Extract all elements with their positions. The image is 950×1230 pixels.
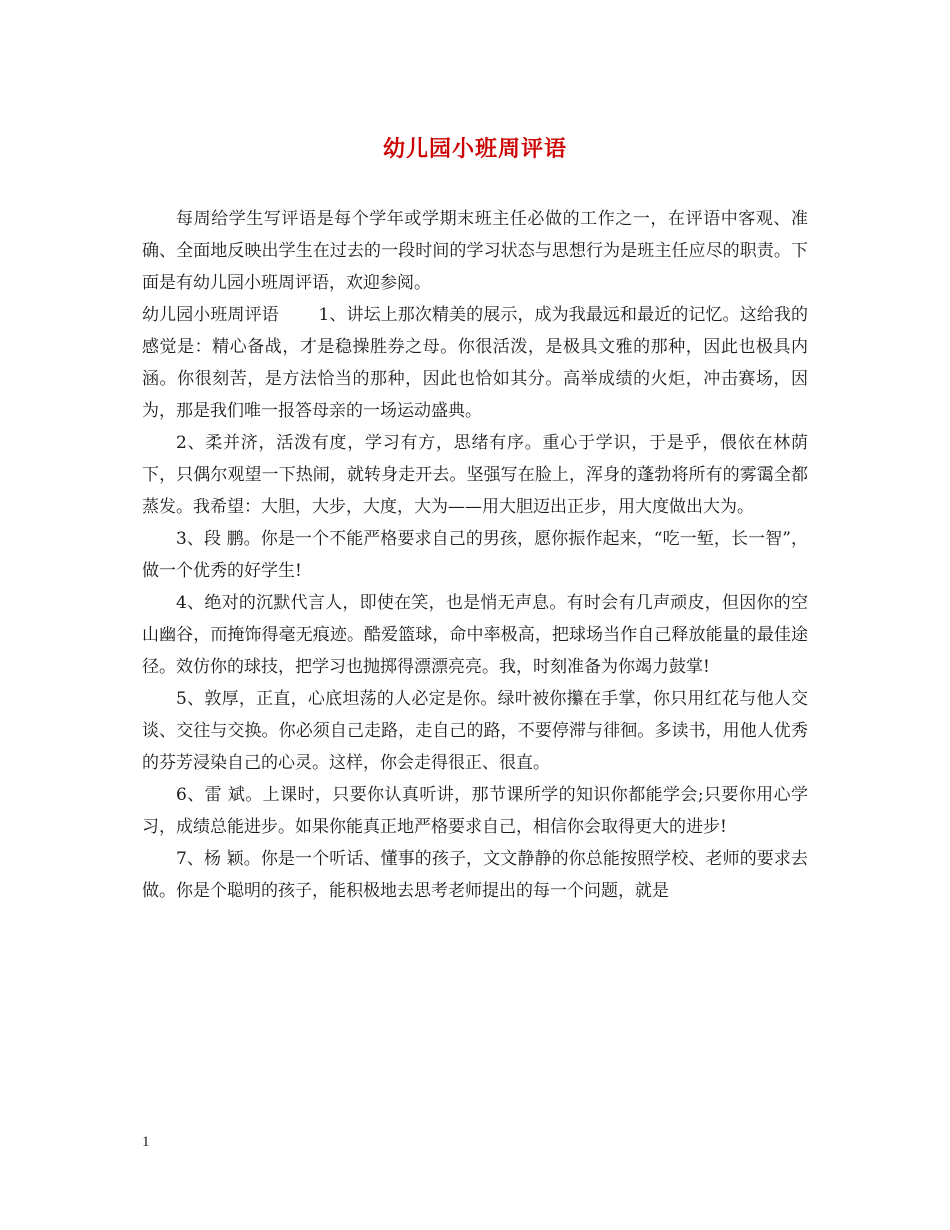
paragraph-comment-2: 2、柔并济，活泼有度，学习有方，思绪有序。重心于学识，于是乎，偎依在林荫下，只偶尔观望一下热闹，就转身走开去。坚强写在脸上，浑身的蓬勃将所有的雾霭全都蒸发。我希望：大胆，大步，大度，大为——用大胆迈出正步，用大度做出大为。 <box>142 433 808 517</box>
paragraph-comment-7: 7、杨 颖。你是一个听话、懂事的孩子，文文静静的你总能按照学校、老师的要求去做。你是个聪明的孩子，能积极地去思考老师提出的每一个问题，就是 <box>142 849 808 901</box>
page-number: 1 <box>142 1134 150 1150</box>
paragraph-comment-5: 5、敦厚，正直，心底坦荡的人必定是你。绿叶被你攥在手掌，你只用红花与他人交谈、交往与交换。你必须自己走路，走自己的路，不要停滞与徘徊。多读书，用他人优秀的芬芳浸染自己的心灵。这样，你会走得很正、很直。 <box>142 689 808 773</box>
document-title: 幼儿园小班周评语 <box>382 136 567 162</box>
paragraph-comment-4: 4、绝对的沉默代言人，即使在笑，也是悄无声息。有时会有几声顽皮，但因你的空山幽谷，而掩饰得毫无痕迹。酷爱篮球，命中率极高，把球场当作自己释放能量的最佳途径。效仿你的球技，把学习也抛掷得漂漂亮亮。我，时刻准备为你竭力鼓掌! <box>142 593 808 677</box>
paragraph-intro: 每周给学生写评语是每个学年或学期末班主任必做的工作之一，在评语中客观、准确、全面地反映出学生在过去的一段时间的学习状态与思想行为是班主任应尽的职责。下面是有幼儿园小班周评语，欢迎参阅。 <box>142 209 808 293</box>
paragraph-comment-6: 6、雷 斌。上课时，只要你认真听讲，那节课所学的知识你都能学会;只要你用心学习，成绩总能进步。如果你能真正地严格要求自己，相信你会取得更大的进步! <box>142 785 808 837</box>
paragraph-comment-1: 幼儿园小班周评语 1、讲坛上那次精美的展示，成为我最远和最近的记忆。这给我的感觉是：精心备战，才是稳操胜券之母。你很活泼，是极具文雅的那种，因此也极具内涵。你很刻苦，是方法恰当的那种，因此也恰如其分。高举成绩的火炬，冲击赛场，因为，那是我们唯一报答母亲的一场运动盛典。 <box>142 305 808 421</box>
document-body <box>142 203 808 907</box>
paragraph-comment-3: 3、段 鹏。你是一个不能严格要求自己的男孩，愿你振作起来，“吃一堑，长一智”，做一个优秀的好学生! <box>142 529 808 581</box>
